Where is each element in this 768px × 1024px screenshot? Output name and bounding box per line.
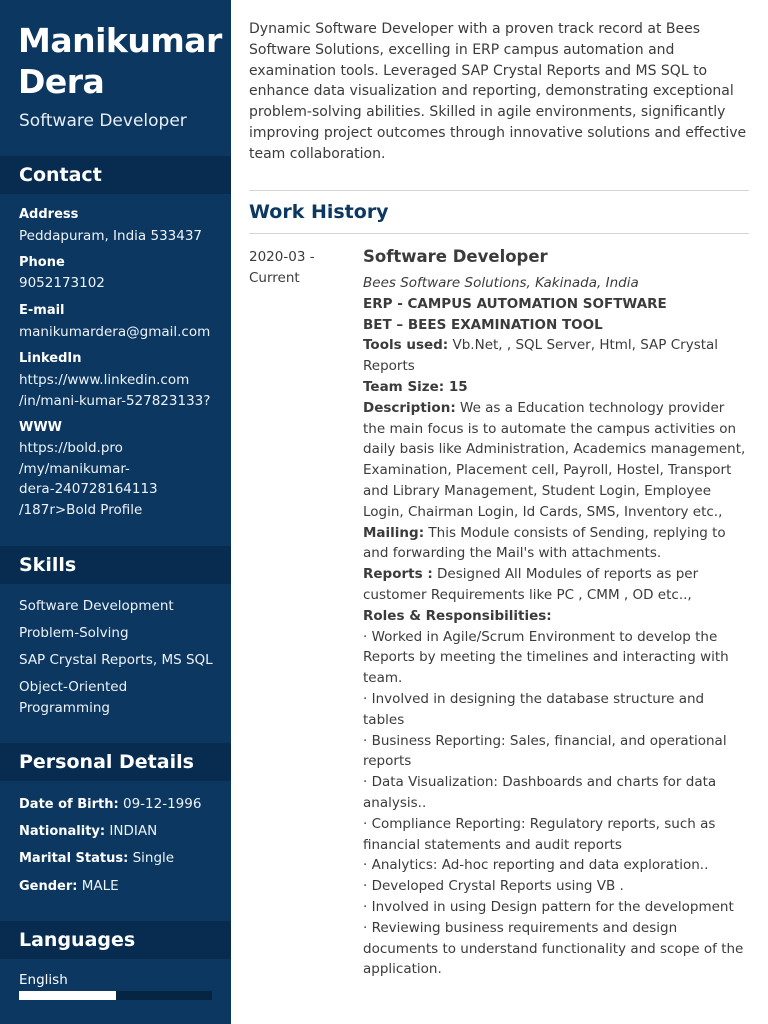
skill-item: Object-Oriented Programming [19, 679, 128, 716]
skills-heading-band [0, 546, 231, 584]
job-start-date: 2020-03 - [249, 249, 315, 265]
job-company: Bees Software Solutions, Kakinada, India [363, 275, 639, 291]
personal-heading: Personal Details [19, 751, 194, 773]
address-label: Address [19, 207, 79, 222]
nationality-label: Nationality: [19, 824, 106, 839]
reports [363, 564, 749, 606]
www-line-1: https://bold.pro [19, 440, 123, 456]
contact-heading: Contact [19, 164, 102, 186]
gender-value: MALE [81, 878, 119, 894]
professional-summary: Dynamic Software Developer with a proven track record at Bees Software Solutions, excelling in ERP campus automation and examination tools. Leveraged SAP Crystal Reports and MS SQL to enhance data visualization and reporting, demonstrating exceptional problem-solving abilities. Skilled in agile environments, significantly improving project outcomes through innovative solutions and effective team collaboration. [249, 21, 747, 162]
skill-item: Software Development [19, 598, 174, 614]
marital-row [19, 849, 174, 868]
name-first: Manikumar [18, 21, 222, 60]
reports-value: Designed All Modules of reports as per customer Requirements like PC , CMM , OD etc.., [363, 566, 699, 603]
gender-row [19, 877, 119, 896]
role-item: · Analytics: Ad-hoc reporting and data exploration.. [363, 857, 709, 874]
divider [249, 190, 749, 191]
linkedin-line-2: /in/mani-kumar-527823133? [19, 392, 211, 409]
candidate-title: Software Developer [19, 111, 187, 131]
project-2: BET – BEES EXAMINATION TOOL [363, 316, 603, 333]
mailing-label: Mailing: [363, 524, 425, 541]
dob-value: 09-12-1996 [122, 796, 202, 812]
description [363, 398, 749, 523]
job-end-date: Current [249, 269, 300, 286]
sidebar [0, 0, 231, 1024]
tools-value: Vb.Net, , SQL Server, Html, SAP Crystal Reports [363, 337, 719, 375]
candidate-name [18, 20, 222, 102]
role-item: · Business Reporting: Sales, financial, and operational reports [363, 732, 727, 770]
address-value: Peddapuram, India 533437 [19, 228, 203, 244]
language-level-bar [19, 991, 212, 1000]
description-label: Description: [363, 399, 456, 416]
role-item: · Involved in designing the database structure and tables [363, 690, 705, 728]
nationality-value: INDIAN [109, 823, 158, 839]
role-item: · Compliance Reporting: Regulatory reports, such as financial statements and audit reports [363, 815, 716, 853]
language-level-fill [19, 991, 116, 1000]
roles-label: Roles & Responsibilities: [363, 607, 552, 624]
tools-used [363, 335, 749, 377]
mailing [363, 523, 749, 565]
mailing-value: This Module consists of Sending, replying to and forwarding the Mail's with attachments. [363, 524, 726, 562]
dob-row [19, 795, 201, 814]
divider [249, 233, 749, 234]
tools-label: Tools used: [363, 337, 449, 354]
linkedin-link[interactable] [19, 370, 210, 411]
project-1: ERP - CAMPUS AUTOMATION SOFTWARE [363, 295, 667, 312]
gender-label: Gender: [19, 879, 78, 894]
language-name: English [19, 972, 68, 988]
role-item: · Involved in using Design pattern for the development [363, 898, 734, 915]
phone-label: Phone [19, 255, 65, 270]
email-label: E-mail [19, 303, 65, 318]
team-size: Team Size: 15 [363, 378, 468, 395]
role-item: · Developed Crystal Reports using VB . [363, 878, 624, 895]
role-item: · Reviewing business requirements and design documents to understand functionality and scope of the application. [363, 919, 744, 978]
reports-label: Reports : [363, 566, 433, 583]
description-value: We as a Education technology provider the main focus is to automate the campus activities on daily basis like Administration, Academics management, Examination, Placement cell, Payroll, Hostel, Transport and Library Management, Student Login, Employee Login, Chairman Login, Id Cards, SMS, Inventory etc., [363, 399, 746, 520]
skill-item: Problem-Solving [19, 625, 129, 641]
work-history-heading: Work History [249, 201, 389, 223]
personal-heading-band [0, 743, 231, 781]
job-title: Software Developer [363, 247, 548, 266]
www-link[interactable] [19, 438, 158, 520]
marital-value: Single [132, 850, 175, 866]
skill-item: SAP Crystal Reports, MS SQL [19, 652, 213, 668]
dob-label: Date of Birth: [19, 797, 119, 812]
skills-heading: Skills [19, 554, 77, 576]
name-last: Dera [18, 62, 105, 101]
www-label: WWW [19, 420, 63, 435]
role-item: · Worked in Agile/Scrum Environment to develop the Reports by meeting the timelines and interacting with team. [363, 628, 729, 687]
www-line-3: dera-240728164113 [19, 481, 158, 497]
email-link[interactable]: manikumardera@gmail.com [19, 324, 211, 340]
role-item: · Data Visualization: Dashboards and charts for data analysis.. [363, 774, 717, 811]
job-entry [363, 246, 749, 980]
linkedin-line-1: https://www.linkedin.com [19, 372, 190, 388]
linkedin-label: LinkedIn [19, 351, 82, 366]
job-dates [249, 247, 349, 289]
www-line-2: /my/manikumar- [19, 460, 130, 477]
www-line-4: /187r>Bold Profile [19, 501, 143, 518]
phone-value[interactable]: 9052173102 [19, 275, 105, 291]
contact-heading-band [0, 156, 231, 194]
languages-heading-band [0, 921, 231, 959]
marital-label: Marital Status: [19, 851, 129, 866]
nationality-row [19, 822, 157, 841]
languages-heading: Languages [19, 929, 136, 951]
